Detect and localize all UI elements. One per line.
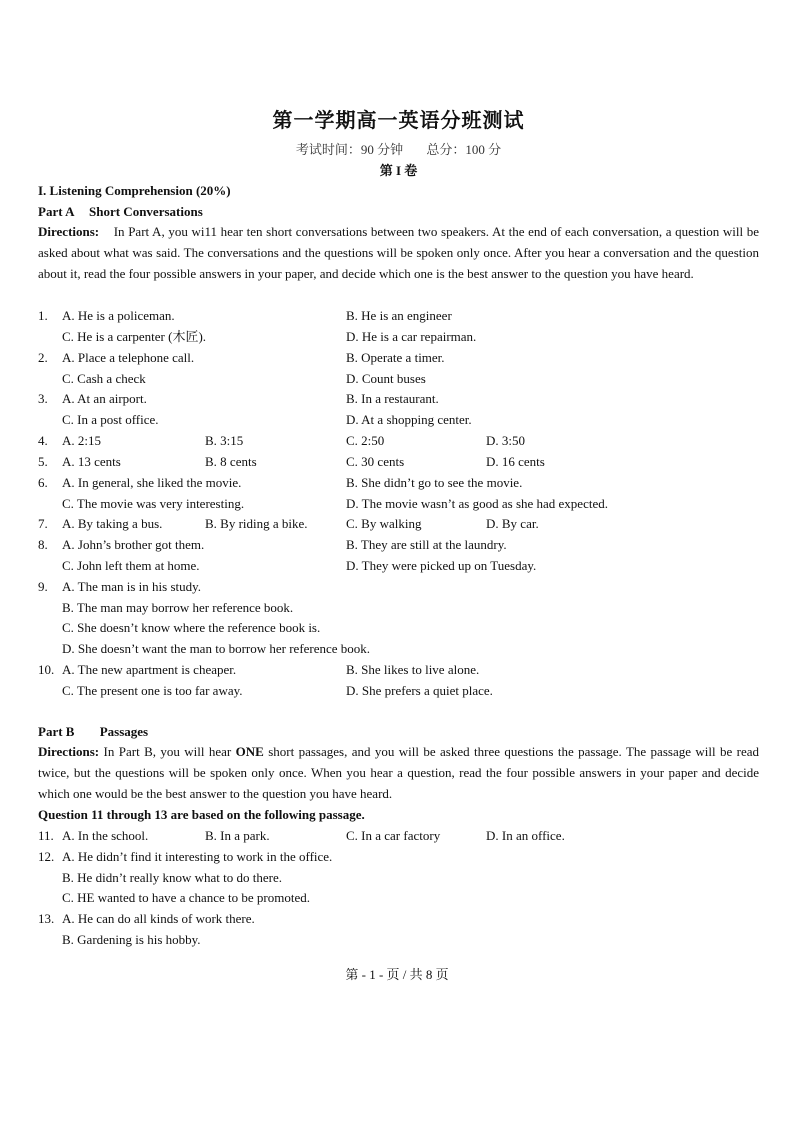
question-6-cont (38, 493, 759, 514)
option-b: B. 8 cents (205, 454, 257, 469)
option-d: D. In an office. (486, 828, 565, 843)
volume-label: 第 I 卷 (379, 163, 418, 178)
option-c: C. The movie was very interesting. (62, 496, 245, 511)
option-c: C. In a car factory (346, 828, 441, 843)
option-d: D. They were picked up on Tuesday. (346, 558, 537, 573)
question-number: 7. (38, 516, 48, 531)
option-b: B. She likes to live alone. (346, 662, 480, 677)
option-a: A. John’s brother got them. (62, 537, 205, 552)
option-d: D. The movie wasn’t as good as she had expected. (346, 496, 608, 511)
page-title: 第一学期高一英语分班测试 (272, 108, 525, 132)
option-d: D. She doesn’t want the man to borrow her reference book. (62, 641, 371, 656)
question-4 (38, 430, 759, 451)
question-number: 2. (38, 350, 48, 365)
question-13 (38, 908, 759, 929)
question-10-cont (38, 680, 759, 701)
question-1-cont (38, 326, 759, 347)
directions-label: Directions: (38, 224, 100, 239)
question-2 (38, 347, 759, 368)
option-b: B. He is an engineer (346, 308, 452, 323)
part-b-directions (38, 742, 759, 804)
option-b: B. In a park. (205, 828, 270, 843)
question-3-cont (38, 409, 759, 430)
option-d: D. By car. (486, 516, 539, 531)
option-a: A. In the school. (62, 828, 149, 843)
question-number: 12. (38, 849, 55, 864)
option-a: A. He didn’t find it interesting to work in the office. (62, 849, 333, 864)
part-b-heading (38, 721, 148, 742)
option-a: A. The man is in his study. (62, 579, 202, 594)
option-a: A. At an airport. (62, 391, 147, 406)
option-a: A. He can do all kinds of work there. (62, 911, 255, 926)
option-c: C. The present one is too far away. (62, 683, 243, 698)
option-b: B. They are still at the laundry. (346, 537, 507, 552)
option-a: A. By taking a bus. (62, 516, 163, 531)
question-number: 3. (38, 391, 48, 406)
part-a-name: Short Conversations (89, 204, 203, 219)
question-6 (38, 472, 759, 493)
part-b-name: Passages (99, 724, 149, 739)
option-c: C. In a post office. (62, 412, 159, 427)
exam-score: 总分：100 分 (426, 142, 502, 157)
option-a: A. In general, she liked the movie. (62, 475, 242, 490)
passage-note: Question 11 through 13 are based on the following passage. (38, 807, 365, 822)
question-9-b (38, 597, 759, 618)
question-10 (38, 659, 759, 680)
option-c: C. She doesn’t know where the reference book is. (62, 620, 321, 635)
section-heading: I. Listening Comprehension (20%) (38, 183, 231, 198)
option-b: B. The man may borrow her reference book. (62, 600, 294, 615)
question-13-b (38, 929, 759, 950)
question-number: 8. (38, 537, 48, 552)
question-9-d (38, 638, 759, 659)
option-a: A. Place a telephone call. (62, 350, 195, 365)
option-d: D. Count buses (346, 371, 426, 386)
option-d: D. 3:50 (486, 433, 525, 448)
option-c: C. John left them at home. (62, 558, 200, 573)
question-12-c (38, 887, 759, 908)
question-12 (38, 846, 759, 867)
directions-label: Directions: (38, 744, 100, 759)
part-a-directions (38, 222, 759, 284)
directions-text-1: In Part B, you will hear (103, 744, 232, 759)
option-c: C. He is a carpenter (木匠). (62, 329, 207, 344)
option-a: A. 13 cents (62, 454, 121, 469)
question-number: 4. (38, 433, 48, 448)
option-c: C. 30 cents (346, 454, 405, 469)
question-number: 6. (38, 475, 48, 490)
question-2-cont (38, 368, 759, 389)
option-b: B. By riding a bike. (205, 516, 308, 531)
question-number: 13. (38, 911, 55, 926)
question-12-b (38, 867, 759, 888)
part-a-heading (38, 201, 203, 222)
option-d: D. She prefers a quiet place. (346, 683, 493, 698)
question-1 (38, 305, 759, 326)
question-11 (38, 825, 759, 846)
part-a-label: Part A (38, 204, 74, 219)
option-d: D. He is a car repairman. (346, 329, 477, 344)
option-a: A. He is a policeman. (62, 308, 175, 323)
question-number: 1. (38, 308, 48, 323)
option-a: A. The new apartment is cheaper. (62, 662, 237, 677)
exam-meta (38, 139, 759, 158)
directions-bold-word: ONE (235, 744, 264, 759)
directions-text-2: short passages, and you will be asked three questions the passage. The passage will be read twice, but the questions will be spoken only once. When you hear a question, read the four possible answers in your paper and decide which one would be the best answer to the question you have heard. (38, 744, 760, 801)
option-c: C. 2:50 (346, 433, 385, 448)
page-footer: 第 - 1 - 页 / 共 8 页 (345, 967, 449, 982)
option-d: D. 16 cents (486, 454, 545, 469)
option-c: C. By walking (346, 516, 422, 531)
option-c: C. HE wanted to have a chance to be promoted. (62, 890, 310, 905)
question-8-cont (38, 555, 759, 576)
option-b: B. 3:15 (205, 433, 244, 448)
option-c: C. Cash a check (62, 371, 146, 386)
question-9 (38, 576, 759, 597)
question-number: 11. (38, 828, 54, 843)
question-7 (38, 513, 759, 534)
option-b: B. He didn’t really know what to do there. (62, 870, 282, 885)
question-number: 10. (38, 662, 55, 677)
option-b: B. In a restaurant. (346, 391, 439, 406)
option-d: D. At a shopping center. (346, 412, 472, 427)
option-b: B. She didn’t go to see the movie. (346, 475, 523, 490)
question-9-c (38, 617, 759, 638)
option-b: B. Gardening is his hobby. (62, 932, 201, 947)
question-5 (38, 451, 759, 472)
option-a: A. 2:15 (62, 433, 101, 448)
question-3 (38, 388, 759, 409)
directions-text: In Part A, you wi11 hear ten short conversations between two speakers. At the end of each conversation, a question will be asked about what was said. The conversations and the questions will be spoken only once. After you hear a conversation and the question about it, read the four possible answers in your paper, and decide which one is the best answer to the question you have heard. (38, 224, 760, 281)
option-b: B. Operate a timer. (346, 350, 445, 365)
question-number: 5. (38, 454, 48, 469)
part-b-label: Part B (38, 724, 75, 739)
exam-time: 考试时间：90 分钟 (295, 142, 404, 157)
question-8 (38, 534, 759, 555)
question-number: 9. (38, 579, 48, 594)
